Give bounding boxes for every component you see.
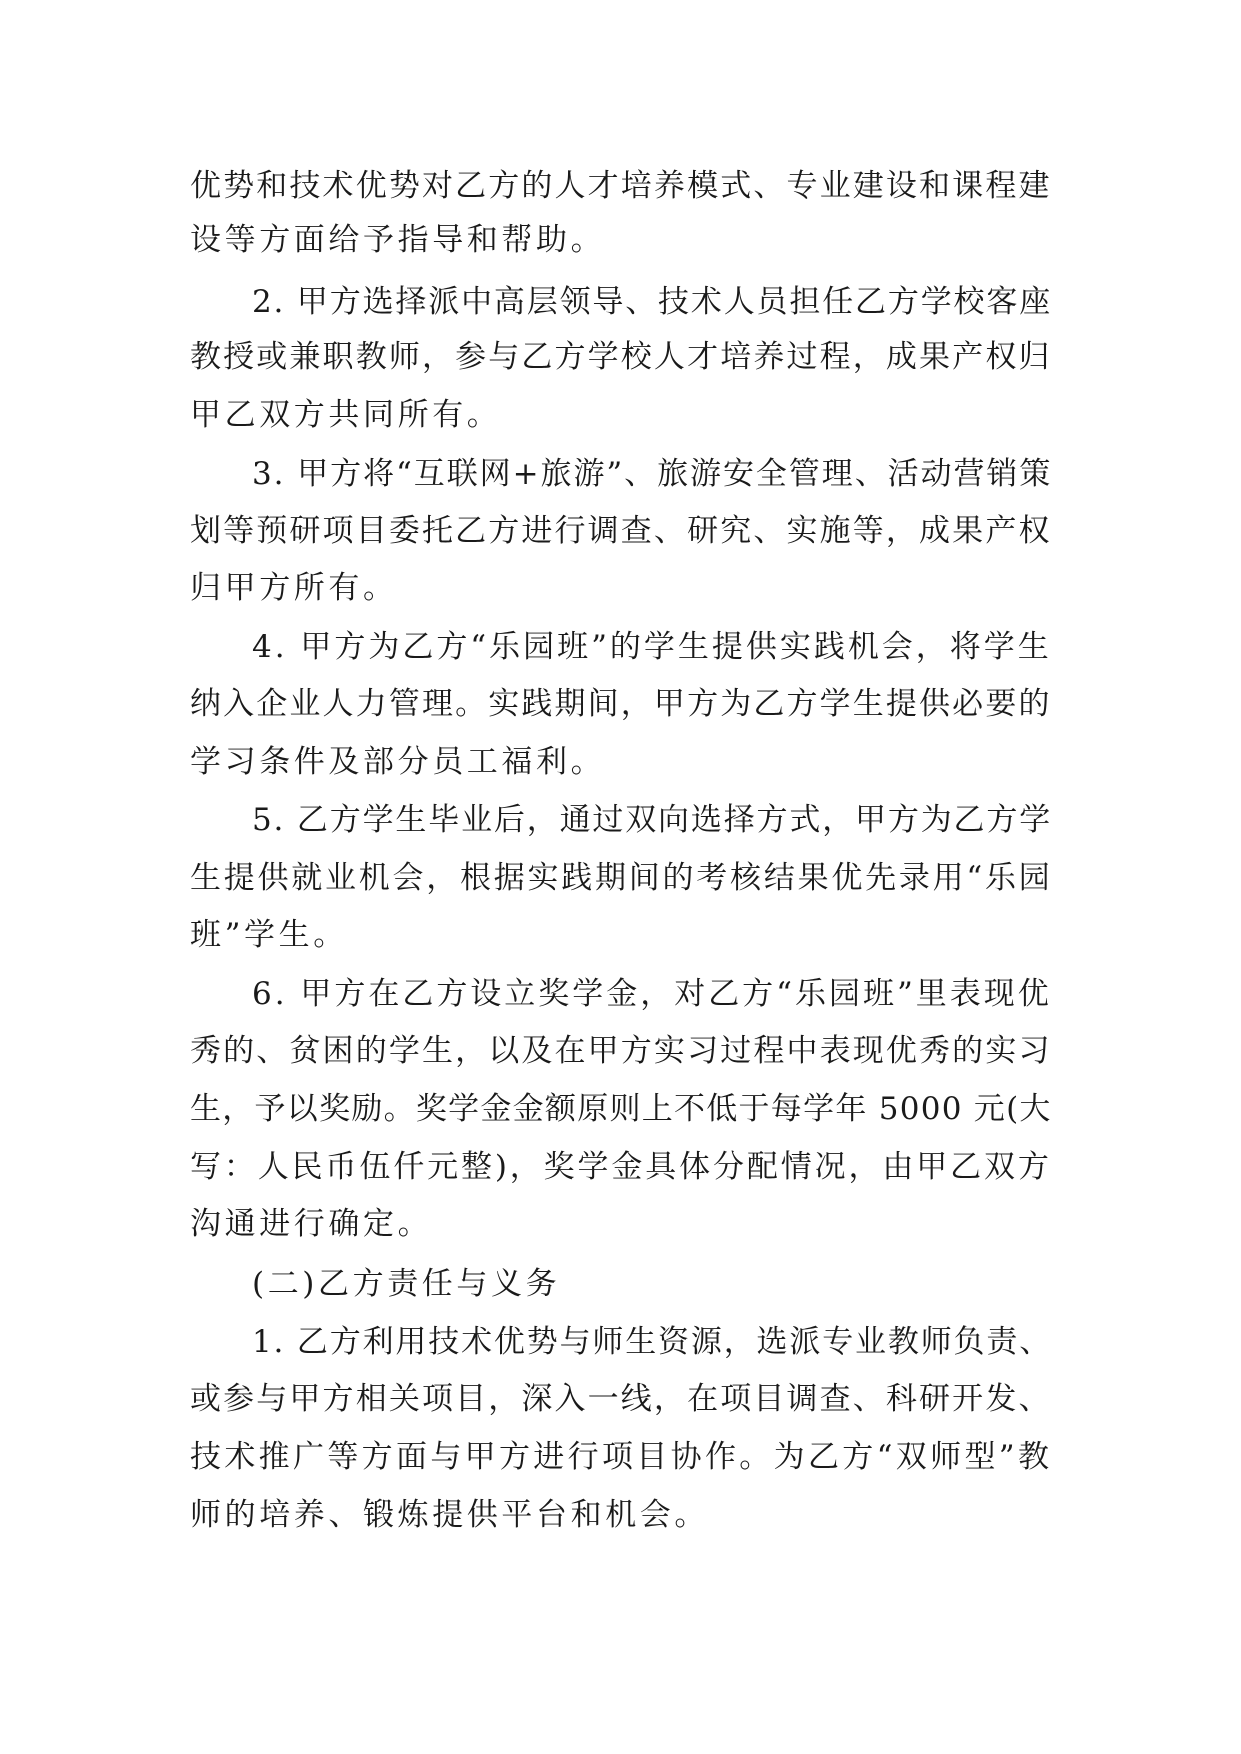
text-line: 3. 甲方将“互联网+旅游”、旅游安全管理、活动营销策 bbox=[252, 456, 1053, 492]
text-line: 纳入企业人力管理。实践期间，甲方为乙方学生提供必要的 bbox=[190, 686, 1052, 722]
text-line: 师的培养、锻炼提供平台和机会。 bbox=[190, 1497, 709, 1533]
text-line: 1. 乙方利用技术优势与师生资源，选派专业教师负责、 bbox=[252, 1324, 1053, 1360]
text-line: 划等预研项目委托乙方进行调查、研究、实施等，成果产权 bbox=[190, 513, 1052, 549]
text-line: 优势和技术优势对乙方的人才培养模式、专业建设和课程建 bbox=[190, 168, 1052, 204]
text-line: 生提供就业机会，根据实践期间的考核结果优先录用“乐园 bbox=[190, 860, 1053, 896]
text-line: 秀的、贫困的学生，以及在甲方实习过程中表现优秀的实习 bbox=[190, 1033, 1052, 1069]
text-line: 5. 乙方学生毕业后，通过双向选择方式，甲方为乙方学 bbox=[252, 802, 1053, 838]
text-line: 班”学生。 bbox=[190, 917, 348, 953]
text-line: 写：人民币伍仟元整)，奖学金具体分配情况，由甲乙双方 bbox=[190, 1149, 1052, 1185]
text-line: 技术推广等方面与甲方进行项目协作。为乙方“双师型”教 bbox=[190, 1439, 1053, 1475]
text-line: 学习条件及部分员工福利。 bbox=[190, 744, 606, 780]
text-line: 教授或兼职教师，参与乙方学校人才培养过程，成果产权归 bbox=[190, 339, 1052, 375]
text-line: 或参与甲方相关项目，深入一线，在项目调查、科研开发、 bbox=[190, 1381, 1052, 1417]
text-line: 设等方面给予指导和帮助。 bbox=[190, 222, 606, 258]
text-line: 甲乙双方共同所有。 bbox=[190, 397, 502, 433]
text-line: 4. 甲方为乙方“乐园班”的学生提供实践机会，将学生 bbox=[252, 629, 1052, 665]
section-heading: (二)乙方责任与义务 bbox=[252, 1266, 561, 1302]
text-line: 2. 甲方选择派中高层领导、技术人员担任乙方学校客座 bbox=[252, 284, 1053, 320]
text-line: 沟通进行确定。 bbox=[190, 1206, 433, 1242]
text-line: 6. 甲方在乙方设立奖学金，对乙方“乐园班”里表现优 bbox=[252, 976, 1052, 1012]
text-line: 生，予以奖励。奖学金金额原则上不低于每学年 5000 元(大 bbox=[190, 1091, 1052, 1127]
text-line: 归甲方所有。 bbox=[190, 570, 398, 606]
